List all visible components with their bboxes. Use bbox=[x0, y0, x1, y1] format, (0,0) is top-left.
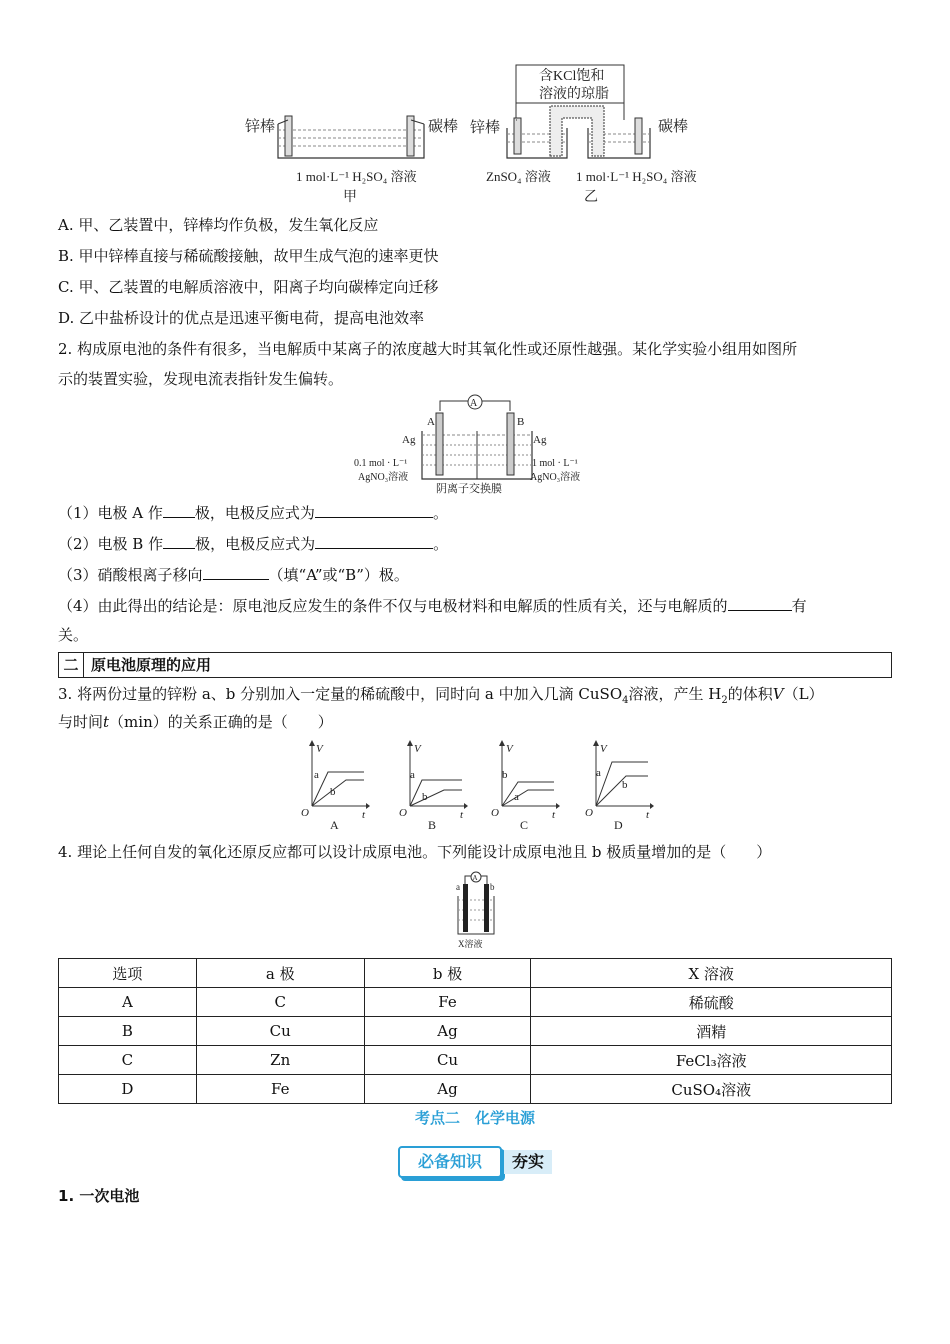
graph-b-curve-b bbox=[410, 790, 462, 806]
label-electrode-b: B bbox=[517, 416, 525, 428]
cell-a-pole: Fe bbox=[196, 1075, 364, 1104]
cell-jia bbox=[245, 116, 458, 205]
q2-sub4-text-b: 有 bbox=[791, 597, 807, 615]
q1-option-a: A. 甲、乙装置中，锌棒均作负极，发生氧化反应 bbox=[58, 216, 379, 234]
cell-x-solution: 酒精 bbox=[531, 1017, 892, 1046]
graph-b-axis-y: V bbox=[414, 743, 421, 755]
graph-d-caption: D bbox=[614, 818, 623, 832]
label-zinc-jia: 锌棒 bbox=[245, 119, 276, 135]
label-zinc-yi: 锌棒 bbox=[470, 120, 501, 136]
graph-a-curve-a bbox=[312, 772, 364, 806]
graph-c-axis-x: t bbox=[552, 809, 556, 821]
q2-stem-line2: 示的装置实验，发现电流表指针发生偏转。 bbox=[58, 370, 344, 388]
header-b-pole: b 极 bbox=[364, 959, 531, 988]
cell-b-pole: Fe bbox=[364, 988, 531, 1017]
cell-yi bbox=[470, 65, 697, 205]
q2-sub2-text-a: （2）电极 B 作 bbox=[58, 535, 164, 553]
graph-a-axis-x: t bbox=[362, 809, 366, 821]
q4-ammeter-label: A bbox=[472, 874, 478, 882]
graph-a-label-bottom: b bbox=[330, 786, 336, 798]
q2-sub2-blank-pole[interactable] bbox=[163, 534, 195, 549]
caption-yi: 乙 bbox=[584, 190, 598, 205]
cell-b-pole: Ag bbox=[364, 1075, 531, 1104]
q3-graph-b bbox=[396, 740, 468, 832]
solution-yi-left: ZnSO₄ 溶液 bbox=[486, 169, 551, 184]
q3-italic-t: t bbox=[103, 713, 110, 731]
cell-option: A bbox=[59, 988, 197, 1017]
header-a-pole: a 极 bbox=[196, 959, 364, 988]
salt-bridge-label-1: 含KCl饱和 bbox=[539, 69, 605, 84]
q3-text-a: 3. 将两份过量的锌粉 a、b 分别加入一定量的稀硫酸中，同时向 a 中加入几滴 CuSO bbox=[58, 685, 623, 703]
q3-graph-d bbox=[582, 740, 654, 832]
section-number: 二 bbox=[59, 653, 84, 677]
q2-sub1-text-a: （1）电极 A 作 bbox=[58, 504, 163, 522]
graph-d-label-top: a bbox=[596, 767, 601, 779]
electrode-b bbox=[507, 413, 514, 475]
q4-stem: 4. 理论上任何自发的氧化还原反应都可以设计成原电池。下列能设计成原电池且 b 极质量增加的是（ ） bbox=[58, 843, 772, 861]
label-electrode-a: A bbox=[427, 416, 435, 428]
label-carbon-yi: 碳棒 bbox=[658, 119, 689, 135]
zinc-rod-jia bbox=[285, 116, 292, 156]
label-sol-left-2: AgNO₃溶液 bbox=[358, 472, 409, 483]
graph-a-label-top: a bbox=[314, 769, 319, 781]
zinc-rod-yi bbox=[514, 118, 521, 154]
cell-a-pole: Zn bbox=[196, 1046, 364, 1075]
graph-d-origin: O bbox=[585, 807, 593, 819]
cell-a-pole: Cu bbox=[196, 1017, 364, 1046]
carbon-rod-jia bbox=[407, 116, 414, 156]
q3-text-e: 与时间 bbox=[58, 713, 104, 731]
graph-d-axis-x: t bbox=[646, 809, 650, 821]
q4-label-b: b bbox=[490, 882, 495, 892]
solution-yi-right: 1 mol·L⁻¹ H₂SO₄ 溶液 bbox=[576, 169, 697, 184]
q1-option-c: C. 甲、乙装置的电解质溶液中，阳离子均向碳棒定向迁移 bbox=[58, 278, 439, 296]
q4-options-table bbox=[58, 958, 892, 1104]
graph-d-axis-y: V bbox=[600, 743, 607, 755]
q2-sub1-text-b: 极，电极反应式为 bbox=[194, 504, 315, 522]
q3-stem-line1 bbox=[58, 684, 824, 711]
item-primary-battery bbox=[58, 1186, 139, 1206]
section-title: 原电池原理的应用 bbox=[91, 656, 212, 674]
q2-sub3 bbox=[58, 565, 409, 585]
graph-c-origin: O bbox=[491, 807, 499, 819]
q2-sub1 bbox=[58, 503, 448, 523]
graph-a-axis-y: V bbox=[316, 743, 323, 755]
graph-a-curve-b bbox=[312, 780, 364, 806]
graph-b-label-top: a bbox=[410, 769, 415, 781]
graph-b-origin: O bbox=[399, 807, 407, 819]
cell-option: C bbox=[59, 1046, 197, 1075]
q2-sub3-text-b: （填“A”或“B”）极。 bbox=[268, 566, 409, 584]
q4-solution-label: X溶液 bbox=[458, 939, 483, 949]
graph-c-label-bottom: a bbox=[514, 791, 519, 803]
electrode-a bbox=[436, 413, 443, 475]
cell-b-pole: Cu bbox=[364, 1046, 531, 1075]
q2-sub1-blank-equation[interactable] bbox=[315, 503, 433, 518]
label-ag-right: Ag bbox=[533, 434, 547, 446]
q2-sub2-text-c: 。 bbox=[433, 535, 449, 553]
item-number: 1 bbox=[58, 1187, 69, 1205]
salt-bridge-label-2: 溶液的琼脂 bbox=[539, 87, 609, 102]
graph-d-label-bottom: b bbox=[622, 779, 628, 791]
label-ag-left: Ag bbox=[402, 434, 416, 446]
q2-sub3-blank[interactable] bbox=[203, 565, 269, 580]
q3-stem-line2 bbox=[58, 712, 333, 732]
q3-italic-v: V bbox=[772, 685, 784, 703]
q4-label-a: a bbox=[456, 882, 460, 892]
cell-a-pole: C bbox=[196, 988, 364, 1017]
q2-sub2-blank-equation[interactable] bbox=[315, 534, 433, 549]
badge-label-left: 必备知识 bbox=[398, 1146, 502, 1178]
label-sol-left-1: 0.1 mol · L⁻¹ bbox=[354, 458, 408, 469]
graph-c-label-top: b bbox=[502, 769, 508, 781]
q2-sub2-text-b: 极，电极反应式为 bbox=[195, 535, 316, 553]
q2-sub4-text-a: （4）由此得出的结论是：原电池反应发生的条件不仅与电极材料和电解质的性质有关，还与电解质的 bbox=[58, 597, 728, 615]
q1-option-d: D. 乙中盐桥设计的优点是迅速平衡电荷，提高电池效率 bbox=[58, 309, 425, 327]
label-membrane: 阴离子交换膜 bbox=[436, 483, 502, 495]
topic-title: 考点二 化学电源 bbox=[414, 1109, 535, 1127]
q3-sub-4: 4 bbox=[622, 695, 629, 706]
graph-b-label-bottom: b bbox=[422, 791, 428, 803]
graph-c-curve-a bbox=[502, 790, 554, 806]
table-row bbox=[59, 1017, 892, 1046]
q2-sub1-text-c: 。 bbox=[432, 504, 448, 522]
cell-x-solution: FeCl₃溶液 bbox=[531, 1046, 892, 1075]
table-header-row bbox=[59, 959, 892, 988]
header-option: 选项 bbox=[59, 959, 197, 988]
q3-graph-c bbox=[488, 740, 560, 832]
graph-c-caption: C bbox=[520, 818, 529, 832]
graph-c-curve-b bbox=[502, 782, 554, 806]
q3-text-d: （L） bbox=[783, 685, 824, 703]
carbon-rod-yi bbox=[635, 118, 642, 154]
item-text: . 一次电池 bbox=[68, 1187, 140, 1205]
q3-graph-a bbox=[298, 740, 370, 832]
figure-q4-cell bbox=[452, 870, 500, 952]
graph-c-axis-y: V bbox=[506, 743, 513, 755]
salt-bridge bbox=[550, 106, 604, 156]
section-header bbox=[58, 652, 892, 678]
graph-b-caption: B bbox=[428, 818, 437, 832]
q4-electrode-a bbox=[463, 884, 468, 932]
q3-text-c: 的体积 bbox=[727, 685, 773, 703]
solution-jia: 1 mol·L⁻¹ H₂SO₄ 溶液 bbox=[296, 169, 417, 184]
q3-text-f: （min）的关系正确的是（ ） bbox=[109, 713, 333, 731]
q1-option-b: B. 甲中锌棒直接与稀硫酸接触，故甲生成气泡的速率更快 bbox=[58, 247, 439, 265]
graph-a-caption: A bbox=[330, 818, 339, 832]
graph-b-axis-x: t bbox=[460, 809, 464, 821]
table-row bbox=[59, 1046, 892, 1075]
cell-x-solution: CuSO₄溶液 bbox=[531, 1075, 892, 1104]
figure-concentration-cell bbox=[350, 393, 600, 497]
caption-jia: 甲 bbox=[343, 190, 357, 205]
graph-a-origin: O bbox=[301, 807, 309, 819]
q2-sub4-blank[interactable] bbox=[728, 596, 792, 611]
q3-sub-2: 2 bbox=[721, 695, 728, 706]
label-sol-right-2: AgNO₃溶液 bbox=[530, 472, 581, 483]
q2-stem-line1: 2. 构成原电池的条件有很多，当电解质中某离子的浓度越大时其氧化性或还原性越强。某化学实验小组用如图所 bbox=[58, 340, 798, 358]
cell-option: D bbox=[59, 1075, 197, 1104]
q2-sub4-cont: 关。 bbox=[58, 626, 89, 644]
cell-x-solution: 稀硫酸 bbox=[531, 988, 892, 1017]
q2-sub3-text-a: （3）硝酸根离子移向 bbox=[58, 566, 203, 584]
q4-electrode-b bbox=[484, 884, 489, 932]
q2-sub4 bbox=[58, 596, 807, 616]
header-x-solution: X 溶液 bbox=[531, 959, 892, 988]
q3-text-b: 溶液，产生 H bbox=[628, 685, 722, 703]
table-row bbox=[59, 1075, 892, 1104]
table-row bbox=[59, 988, 892, 1017]
cell-b-pole: Ag bbox=[364, 1017, 531, 1046]
ammeter-label: A bbox=[470, 398, 478, 409]
label-carbon-jia: 碳棒 bbox=[428, 119, 459, 135]
q2-sub1-blank-pole[interactable] bbox=[163, 503, 195, 518]
q2-sub2 bbox=[58, 534, 448, 554]
cell-option: B bbox=[59, 1017, 197, 1046]
figure-galvanic-cells bbox=[230, 60, 730, 208]
badge-label-right: 夯实 bbox=[504, 1150, 552, 1174]
label-sol-right-1: 1 mol · L⁻¹ bbox=[532, 458, 578, 469]
